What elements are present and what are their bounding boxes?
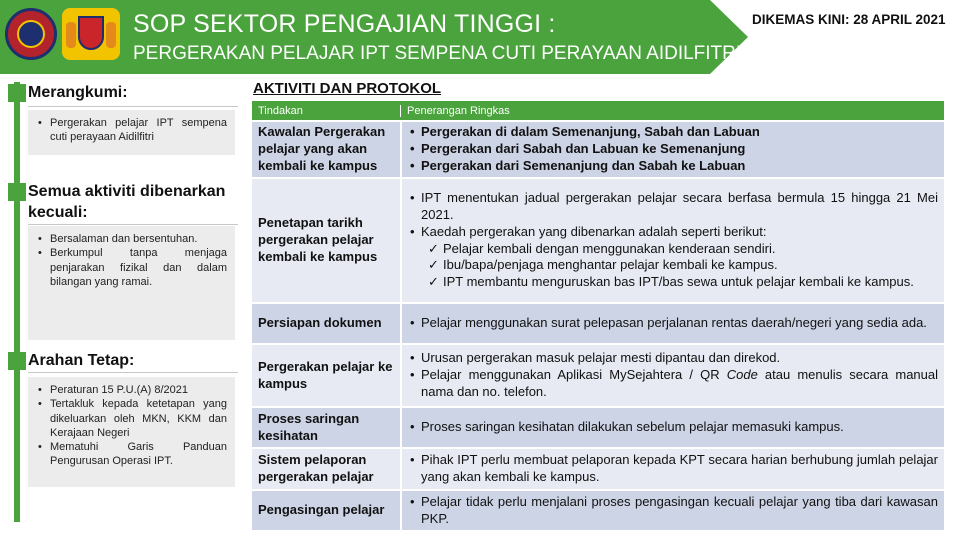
allowed-title: Semua aktiviti dibenarkan kecuali:: [28, 183, 226, 221]
orders-item: • Mematuhi Garis Panduan Pengurusan Operasi IPT.: [36, 440, 227, 469]
qr-text-pre: Pelajar menggunakan Aplikasi MySejahtera / QR: [421, 367, 727, 383]
column-header-action: Tindakan: [258, 104, 303, 117]
column-header-description: Penerangan Ringkas: [400, 105, 944, 117]
table-row: [252, 343, 944, 406]
table-row: [252, 120, 944, 177]
qr-text-code: Code: [726, 367, 758, 383]
row-action: Persiapan dokumen: [258, 315, 382, 331]
row-bullet: • Kaedah pergerakan yang dibenarkan adalah seperti berikut:: [410, 224, 938, 241]
row-description: [400, 408, 944, 447]
summary-title: Merangkumi:: [28, 84, 128, 101]
section-marker: [8, 84, 26, 102]
row-bullet: • Proses saringan kesihatan dilakukan sebelum pelajar memasuki kampus.: [410, 419, 938, 436]
summary-item: • Pergerakan pelajar IPT sempena cuti perayaan Aidilfitri: [36, 116, 227, 145]
table-row: [252, 177, 944, 302]
orders-box: [28, 377, 235, 487]
section-marker: [8, 183, 26, 201]
table-header: [252, 101, 944, 120]
row-bullet: • IPT menentukan jadual pergerakan pelajar secara berfasa bermula 15 hingga 21 Mei 2021.: [410, 190, 938, 224]
row-bullet: • Pelajar tidak perlu menjalani proses pengasingan kecuali pelajar yang tiba dari kawasan PKP.: [410, 494, 938, 528]
row-description: [400, 345, 944, 406]
allowed-item: • Berkumpul tanpa menjaga penjarakan fizikal dan dalam bilangan yang ramai.: [36, 246, 227, 289]
row-description: [400, 449, 944, 489]
allowed-box: [28, 226, 235, 340]
row-bullet: • Pergerakan di dalam Semenanjung, Sabah dan Labuan: [410, 124, 938, 141]
section-marker: [8, 352, 26, 370]
qr-text-post: atau menulis secara manual nama dan no. telefon.: [421, 367, 938, 399]
page-title: SOP SEKTOR PENGAJIAN TINGGI :: [133, 10, 556, 38]
table-row: [252, 489, 944, 530]
row-bullet: • Pergerakan dari Sabah dan Labuan ke Semenanjung: [410, 141, 938, 158]
row-bullet: • Pergerakan dari Semenanjung dan Sabah ke Labuan: [410, 158, 938, 175]
activities-table: [252, 101, 944, 530]
divider: [28, 372, 238, 373]
row-check-item: ✓ Pelajar kembali dengan menggunakan kenderaan sendiri.: [410, 241, 938, 258]
summary-box: [28, 110, 235, 155]
row-check-item: ✓ Ibu/bapa/penjaga menghantar pelajar kembali ke kampus.: [410, 257, 938, 274]
row-bullet: • Pelajar menggunakan surat pelepasan perjalanan rentas daerah/negeri yang sedia ada.: [410, 315, 938, 332]
divider: [28, 106, 238, 107]
row-description: [400, 491, 944, 530]
row-action: Pengasingan pelajar: [258, 502, 385, 518]
page-subtitle: PERGERAKAN PELAJAR IPT SEMPENA CUTI PERAYAAN AIDILFITRI: [133, 43, 742, 64]
orders-item: • Tertakluk kepada ketetapan yang dikeluarkan oleh MKN, KKM dan Kerajaan Negeri: [36, 397, 227, 440]
row-action: Penetapan tarikh pergerakan pelajar kembali ke kampus: [258, 215, 378, 264]
row-check-item: ✓ IPT membantu menguruskan bas IPT/bas sewa untuk pelajar kembali ke kampus.: [410, 274, 938, 291]
row-action: Proses saringan kesihatan: [258, 410, 360, 443]
row-description: [400, 122, 944, 177]
table-row: [252, 447, 944, 489]
divider: [28, 224, 238, 225]
table-row: [252, 302, 944, 343]
row-bullet: • Urusan pergerakan masuk pelajar mesti dipantau dan direkod.: [410, 350, 938, 367]
updated-date: DIKEMAS KINI: 28 APRIL 2021: [752, 12, 946, 27]
orders-title: Arahan Tetap:: [28, 352, 135, 369]
row-action: Sistem pelaporan pergerakan pelajar: [258, 452, 374, 484]
row-bullet-qr: [410, 367, 938, 401]
timeline-line: [14, 82, 20, 522]
row-action: Pergerakan pelajar ke kampus: [258, 358, 393, 391]
allowed-item: • Bersalaman dan bersentuhan.: [36, 232, 227, 246]
row-description: [400, 304, 944, 343]
table-row: [252, 406, 944, 447]
coat-of-arms-logo: [62, 8, 120, 60]
row-action: Kawalan Pergerakan pelajar yang akan kembali ke kampus: [258, 124, 386, 173]
row-bullet: • Pihak IPT perlu membuat pelaporan kepada KPT secara harian berhubung jumlah pelajar yang akan kembali ke kampus.: [410, 452, 938, 486]
row-description: [400, 179, 944, 302]
orders-item: • Peraturan 15 P.U.(A) 8/2021: [36, 383, 227, 397]
ministry-seal-logo: [5, 8, 57, 60]
activities-title: AKTIVITI DAN PROTOKOL: [253, 80, 442, 97]
